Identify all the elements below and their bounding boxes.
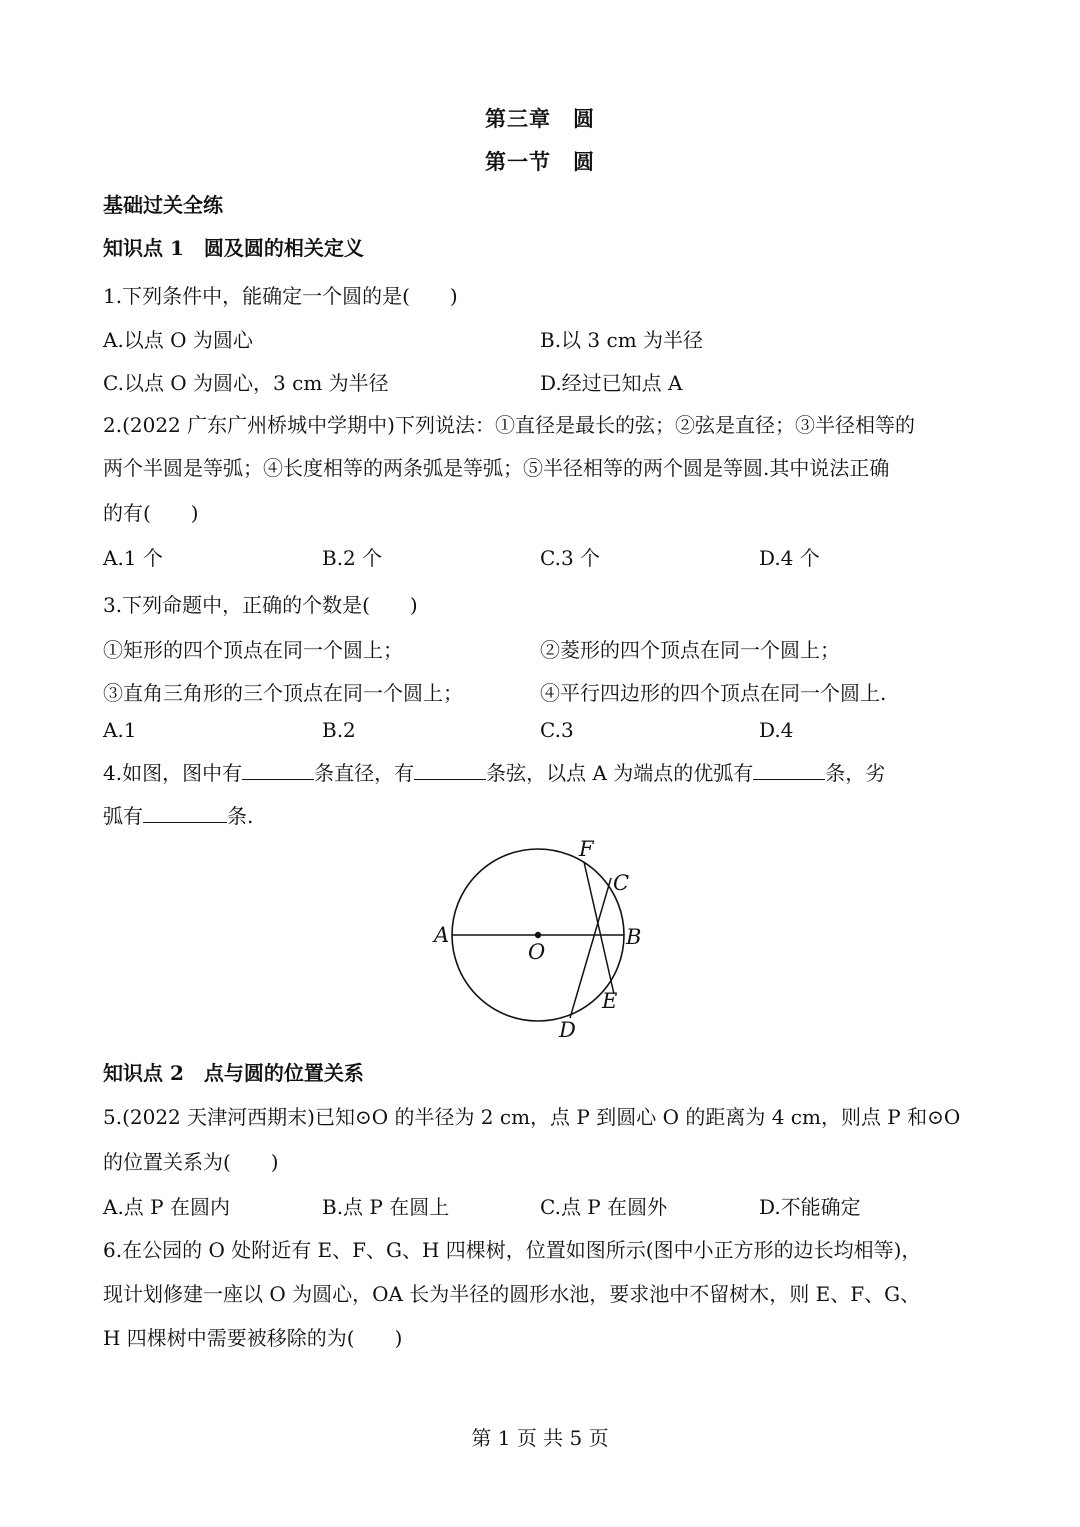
circle-figure	[420, 830, 660, 1050]
question-2-line-2: 两个半圆是等弧；④长度相等的两条弧是等弧；⑤半径相等的两个圆是等圆.其中说法正确	[103, 456, 890, 480]
question-2-option-b: B.2 个	[322, 546, 383, 570]
question-1-stem: 1.下列条件中，能确定一个圆的是( )	[103, 284, 458, 308]
question-1-option-b: B.以 3 cm 为半径	[540, 328, 704, 352]
question-1-option-c: C.以点 O 为圆心，3 cm 为半径	[103, 371, 389, 395]
question-6-line-3: H 四棵树中需要被移除的为( )	[103, 1326, 403, 1350]
label-c: C	[613, 871, 630, 895]
question-4-text-1: 4.如图，图中有	[103, 761, 243, 785]
chapter-title: 第三章 圆	[485, 106, 595, 131]
question-2-option-c: C.3 个	[540, 546, 601, 570]
question-2-line-3: 的有( )	[103, 501, 199, 525]
answer-blank-diameters[interactable]	[242, 761, 314, 780]
answer-blank-chords[interactable]	[414, 761, 486, 780]
question-6-line-2: 现计划修建一座以 O 为圆心，OA 长为半径的圆形水池，要求池中不留树木，则 E、F、G、	[103, 1282, 921, 1306]
question-4-line-2	[103, 800, 253, 829]
question-5-option-c: C.点 P 在圆外	[540, 1195, 668, 1219]
question-6-line-1: 6.在公园的 O 处附近有 E、F、G、H 四棵树，位置如图所示(图中小正方形的边长均相等)，	[103, 1238, 922, 1262]
knowledge-point-1-heading: 知识点 1 圆及圆的相关定义	[103, 236, 364, 260]
question-4-text-6: 条.	[227, 804, 254, 828]
question-5-option-b: B.点 P 在圆上	[322, 1195, 450, 1219]
question-4-text-5: 弧有	[103, 804, 143, 828]
question-3-statement-3: ③直角三角形的三个顶点在同一个圆上；	[103, 681, 463, 705]
question-3-option-c: C.3	[540, 718, 574, 742]
question-3-stem: 3.下列命题中，正确的个数是( )	[103, 593, 418, 617]
label-b: B	[626, 925, 642, 949]
question-3-option-a: A.1	[103, 718, 137, 742]
label-a: A	[434, 923, 450, 947]
question-2-option-d: D.4 个	[759, 546, 820, 570]
question-1-option-d: D.经过已知点 A	[540, 371, 683, 395]
answer-blank-major-arcs[interactable]	[753, 761, 825, 780]
question-4-text-2: 条直径，有	[314, 761, 415, 785]
center-point-o	[535, 932, 541, 938]
question-5-option-a: A.点 P 在圆内	[103, 1195, 230, 1219]
question-4-text-3: 条弦，以点 A 为端点的优弧有	[486, 761, 754, 785]
question-3-statement-4: ④平行四边形的四个顶点在同一个圆上.	[540, 681, 887, 705]
question-4-text-4: 条，劣	[825, 761, 886, 785]
answer-blank-minor-arcs[interactable]	[143, 804, 227, 823]
label-o: O	[528, 940, 546, 964]
question-3-option-d: D.4	[759, 718, 794, 742]
section-title: 第一节 圆	[485, 149, 595, 174]
label-d: D	[559, 1018, 576, 1042]
question-1-option-a: A.以点 O 为圆心	[103, 328, 253, 352]
question-4-line-1	[103, 757, 885, 786]
question-3-option-b: B.2	[322, 718, 356, 742]
page-footer: 第 1 页 共 5 页	[471, 1426, 609, 1450]
question-3-statement-1: ①矩形的四个顶点在同一个圆上；	[103, 638, 403, 662]
question-5-line-2: 的位置关系为( )	[103, 1150, 279, 1174]
question-5-line-1: 5.(2022 天津河西期末)已知⊙O 的半径为 2 cm，点 P 到圆心 O 的距离为 4 cm，则点 P 和⊙O	[103, 1105, 961, 1129]
question-3-statement-2: ②菱形的四个顶点在同一个圆上；	[540, 638, 840, 662]
part-title: 基础过关全练	[103, 193, 223, 217]
label-e: E	[602, 989, 618, 1013]
knowledge-point-2-heading: 知识点 2 点与圆的位置关系	[103, 1061, 364, 1085]
question-2-line-1: 2.(2022 广东广州桥城中学期中)下列说法：①直径是最长的弦；②弦是直径；③半径相等的	[103, 413, 915, 437]
question-5-option-d: D.不能确定	[759, 1195, 861, 1219]
question-2-option-a: A.1 个	[103, 546, 163, 570]
label-f: F	[579, 837, 594, 861]
